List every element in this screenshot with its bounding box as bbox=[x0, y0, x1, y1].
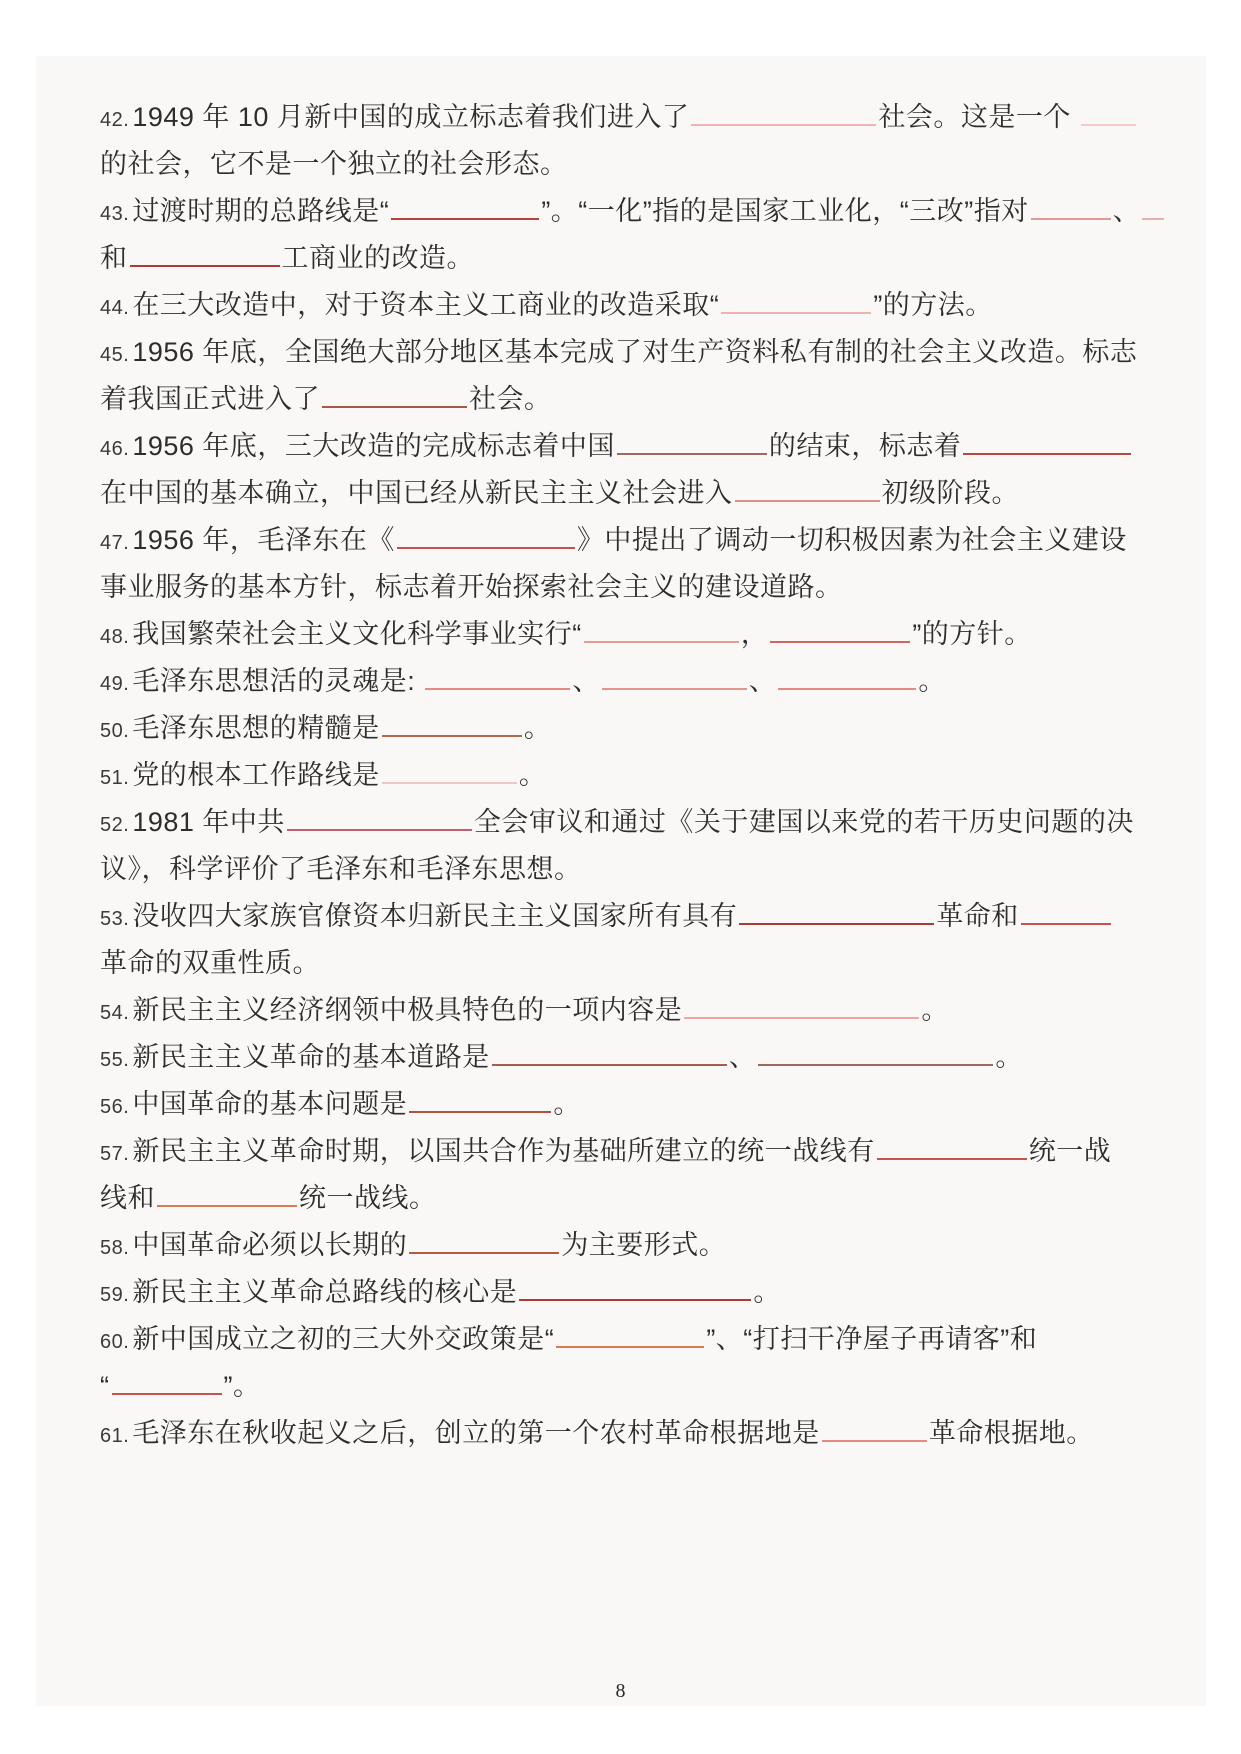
question-text: 中国革命必须以长期的 bbox=[132, 1230, 408, 1260]
fill-in-blank-underline bbox=[492, 1039, 727, 1066]
fill-in-blank-underline bbox=[770, 616, 910, 643]
question-number: 43. bbox=[100, 203, 130, 225]
question-list bbox=[100, 94, 1170, 1457]
question-number: 61. bbox=[100, 1425, 130, 1447]
fill-in-blank-underline bbox=[721, 287, 871, 314]
question-text: 。 bbox=[753, 1277, 781, 1307]
fill-in-blank-underline bbox=[519, 1274, 751, 1301]
question-text: 的社会，它不是一个独立的社会形态。 bbox=[100, 149, 568, 179]
question-text: “ bbox=[100, 1371, 110, 1401]
question-text: 统一战 bbox=[1028, 1136, 1112, 1166]
question-57-line-2 bbox=[100, 1175, 1170, 1222]
question-text: 中国革命的基本问题是 bbox=[132, 1089, 408, 1119]
question-text: 、 bbox=[1112, 196, 1141, 226]
question-number: 50. bbox=[100, 720, 130, 742]
fill-in-blank-underline bbox=[382, 710, 522, 737]
question-text: 、 bbox=[748, 666, 777, 696]
question-text: ”。 bbox=[223, 1371, 261, 1401]
question-text: 1956 年底，三大改造的完成标志着中国 bbox=[132, 431, 615, 461]
question-number: 42. bbox=[100, 109, 130, 131]
question-53-line-2 bbox=[100, 940, 1170, 987]
question-54-line-1 bbox=[100, 987, 1170, 1034]
question-52-line-2 bbox=[100, 846, 1170, 893]
question-59-line-1 bbox=[100, 1269, 1170, 1316]
question-51-line-1 bbox=[100, 752, 1170, 799]
question-text: 在三大改造中，对于资本主义工商业的改造采取“ bbox=[132, 290, 720, 320]
fill-in-blank-underline bbox=[287, 804, 472, 831]
question-text: 线和 bbox=[100, 1183, 155, 1213]
fill-in-blank-underline bbox=[1081, 99, 1136, 126]
question-45-line-1 bbox=[100, 329, 1170, 376]
fill-in-blank-underline bbox=[584, 616, 739, 643]
question-58-line-1 bbox=[100, 1222, 1170, 1269]
question-45-line-2 bbox=[100, 376, 1170, 423]
question-44-line-1 bbox=[100, 282, 1170, 329]
question-text: 新民主主义革命的基本道路是 bbox=[132, 1042, 490, 1072]
question-text: 为主要形式。 bbox=[561, 1230, 727, 1260]
question-text: 全会审议和通过《关于建国以来党的若干历史问题的决 bbox=[473, 807, 1134, 837]
question-number: 45. bbox=[100, 344, 130, 366]
question-text: 议》，科学评价了毛泽东和毛泽东思想。 bbox=[100, 854, 582, 884]
question-text: 工商业的改造。 bbox=[281, 243, 474, 273]
question-text: ”。“一化”指的是国家工业化，“三改”指对 bbox=[541, 196, 1029, 226]
question-56-line-1 bbox=[100, 1081, 1170, 1128]
fill-in-blank-underline bbox=[684, 992, 919, 1019]
question-text: 革命和 bbox=[936, 901, 1019, 931]
question-text: 、 bbox=[572, 666, 600, 696]
question-text: 》中提出了调动一切积极因素为社会主义建设 bbox=[576, 525, 1127, 555]
question-text: 统一战线。 bbox=[299, 1183, 437, 1213]
question-number: 51. bbox=[100, 767, 130, 789]
question-number: 52. bbox=[100, 814, 130, 836]
question-text: 新民主主义经济纲领中极具特色的一项内容是 bbox=[132, 995, 683, 1025]
question-text: 。 bbox=[995, 1042, 1023, 1072]
question-text: 1956 年底，全国绝大部分地区基本完成了对生产资料私有制的社会主义改造。标志 bbox=[132, 337, 1138, 367]
fill-in-blank-underline bbox=[425, 663, 570, 690]
question-text: 毛泽东思想的精髓是 bbox=[132, 713, 380, 743]
question-text: ”、“打扫干净屋子再请客”和 bbox=[706, 1324, 1038, 1354]
question-text: 。 bbox=[518, 760, 547, 790]
question-text: 党的根本工作路线是 bbox=[132, 760, 380, 790]
question-number: 58. bbox=[100, 1237, 130, 1259]
fill-in-blank-underline bbox=[877, 1133, 1027, 1160]
fill-in-blank-underline bbox=[778, 663, 916, 690]
question-text: 我国繁荣社会主义文化科学事业实行“ bbox=[132, 619, 582, 649]
question-43-line-1 bbox=[100, 188, 1170, 235]
question-text: 和 bbox=[100, 243, 128, 273]
question-number: 56. bbox=[100, 1096, 130, 1118]
question-number: 55. bbox=[100, 1049, 130, 1071]
fill-in-blank-underline bbox=[1142, 193, 1164, 220]
question-text: 新民主主义革命总路线的核心是 bbox=[132, 1277, 518, 1307]
question-text: ”的方法。 bbox=[873, 290, 993, 320]
question-47-line-1 bbox=[100, 517, 1170, 564]
question-text: 社会。 bbox=[469, 384, 552, 414]
question-42-line-1 bbox=[100, 94, 1170, 141]
question-61-line-1 bbox=[100, 1410, 1170, 1457]
fill-in-blank-underline bbox=[735, 475, 880, 502]
fill-in-blank-underline bbox=[822, 1415, 927, 1442]
question-text: ， bbox=[740, 619, 769, 649]
question-number: 60. bbox=[100, 1331, 130, 1353]
question-text: 1956 年，毛泽东在《 bbox=[132, 525, 395, 555]
question-text: 。 bbox=[553, 1089, 581, 1119]
question-text: 革命根据地。 bbox=[928, 1418, 1094, 1448]
question-number: 44. bbox=[100, 297, 130, 319]
fill-in-blank-underline bbox=[157, 1180, 297, 1207]
question-text: 。 bbox=[918, 666, 946, 696]
question-53-line-1 bbox=[100, 893, 1170, 940]
question-text: 、 bbox=[728, 1042, 757, 1072]
question-48-line-1 bbox=[100, 611, 1170, 658]
question-number: 54. bbox=[100, 1002, 130, 1024]
question-60-line-1 bbox=[100, 1316, 1170, 1363]
fill-in-blank-underline bbox=[691, 99, 876, 126]
fill-in-blank-underline bbox=[322, 381, 467, 408]
question-text: 没收四大家族官僚资本归新民主主义国家所有具有 bbox=[132, 901, 738, 931]
question-50-line-1 bbox=[100, 705, 1170, 752]
question-text: 事业服务的基本方针，标志着开始探索社会主义的建设道路。 bbox=[100, 572, 843, 602]
question-text: 社会。这是一个 bbox=[878, 102, 1079, 132]
question-number: 57. bbox=[100, 1143, 130, 1165]
question-number: 59. bbox=[100, 1284, 130, 1306]
question-55-line-1 bbox=[100, 1034, 1170, 1081]
question-text: 初级阶段。 bbox=[881, 478, 1019, 508]
question-text: 毛泽东在秋收起义之后，创立的第一个农村革命根据地是 bbox=[132, 1418, 820, 1448]
question-43-line-2 bbox=[100, 235, 1170, 282]
question-text: ”的方针。 bbox=[912, 619, 1032, 649]
fill-in-blank-underline bbox=[112, 1368, 222, 1395]
question-text: 1949 年 10 月新中国的成立标志着我们进入了 bbox=[132, 102, 690, 132]
question-text: 新民主主义革命时期，以国共合作为基础所建立的统一战线有 bbox=[132, 1136, 875, 1166]
question-42-line-2 bbox=[100, 141, 1170, 188]
fill-in-blank-underline bbox=[1021, 898, 1111, 925]
fill-in-blank-underline bbox=[391, 193, 539, 220]
question-text: 的结束，标志着 bbox=[768, 431, 962, 461]
question-text: 革命的双重性质。 bbox=[100, 948, 320, 978]
question-text: 毛泽东思想活的灵魂是: bbox=[132, 666, 424, 696]
question-number: 48. bbox=[100, 626, 130, 648]
question-number: 49. bbox=[100, 673, 130, 695]
fill-in-blank-underline bbox=[739, 898, 934, 925]
question-46-line-2 bbox=[100, 470, 1170, 517]
fill-in-blank-underline bbox=[758, 1039, 993, 1066]
question-number: 47. bbox=[100, 532, 130, 554]
question-text: 新中国成立之初的三大外交政策是“ bbox=[132, 1324, 555, 1354]
question-49-line-1 bbox=[100, 658, 1170, 705]
fill-in-blank-underline bbox=[556, 1321, 704, 1348]
fill-in-blank-underline bbox=[397, 522, 575, 549]
fill-in-blank-underline bbox=[1031, 193, 1111, 220]
fill-in-blank-underline bbox=[617, 428, 767, 455]
question-text: 过渡时期的总路线是“ bbox=[132, 196, 390, 226]
question-text: 。 bbox=[523, 713, 552, 743]
fill-in-blank-underline bbox=[409, 1086, 551, 1113]
question-60-line-2 bbox=[100, 1363, 1170, 1410]
question-text: 着我国正式进入了 bbox=[100, 384, 320, 414]
question-text: 在中国的基本确立，中国已经从新民主主义社会进入 bbox=[100, 478, 733, 508]
page-number: 8 bbox=[615, 1680, 626, 1702]
question-57-line-1 bbox=[100, 1128, 1170, 1175]
fill-in-blank-underline bbox=[382, 757, 517, 784]
question-number: 53. bbox=[100, 908, 130, 930]
question-47-line-2 bbox=[100, 564, 1170, 611]
question-46-line-1 bbox=[100, 423, 1170, 470]
question-text: 1981 年中共 bbox=[132, 807, 285, 837]
fill-in-blank-underline bbox=[409, 1227, 559, 1254]
question-text: 。 bbox=[921, 995, 949, 1025]
fill-in-blank-underline bbox=[130, 240, 280, 267]
fill-in-blank-underline bbox=[963, 428, 1131, 455]
question-number: 46. bbox=[100, 438, 130, 460]
fill-in-blank-underline bbox=[602, 663, 747, 690]
question-52-line-1 bbox=[100, 799, 1170, 846]
